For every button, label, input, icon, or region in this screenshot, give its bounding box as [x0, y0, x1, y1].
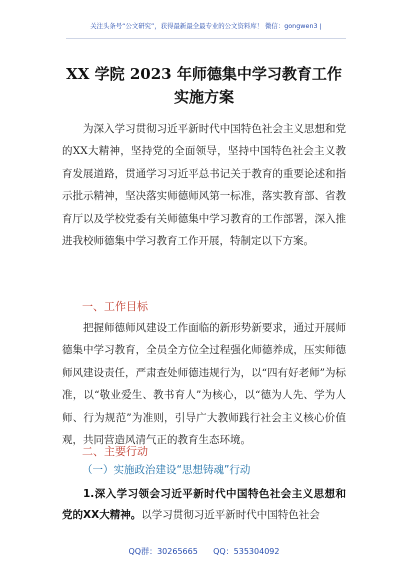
action-item-1: [62, 484, 346, 526]
document-title-line-2: 实施方案: [173, 88, 234, 106]
action-item-1-text: 以学习贯彻习近平新时代中国特色社会: [141, 509, 320, 521]
action-item-1-title: 1.深入学习领会习近平新时代中国特色社会主义思想和党的XX大精神。: [62, 488, 346, 521]
intro-paragraph: 为深入学习贯彻习近平新时代中国特色社会主义思想和党的XX大精神，坚持党的全面领导，坚持中国特色社会主义教育发展道路，贯通学习习近平总书记关于教育的重要论述和指示批示精神，坚决落实师德师风第一标准，落实教育部、省教育厅以及学校党委有关师德集中学习教育的工作部署，深入推进我校师德集中学习教育工作开展，特制定以下方案。: [62, 123, 346, 248]
subsection-heading-political: （一）实施政治建设“思想铸魂”行动: [82, 464, 251, 476]
goals-paragraph: 把握师德师风建设工作面临的新形势新要求，通过开展师德集中学习教育，全员全方位全过程强化师德养成，压实师德师风建设责任，严肃查处师德违规行为，以“四有好老师”为标准，以“敬业爱生、教书育人”为核心，以“德为人先、学为人师、行为规范”为准则，引导广大教师践行社会主义核心价值观，共同营造风清气正的教育生态环境。: [62, 322, 346, 447]
document-title-line-1: XX 学院 2023 年师德集中学习教育工作: [66, 65, 342, 83]
header-banner: 关注头条号“公文研究”，获得最新最全最专业的公文资料库！ 微信：gongwen3 |: [66, 12, 346, 39]
section-heading-actions: 二、主要行动: [82, 445, 148, 458]
section-heading-goals: 一、工作目标: [82, 300, 148, 313]
footer-contact: QQ群：30265665 QQ：535304092: [128, 547, 280, 556]
